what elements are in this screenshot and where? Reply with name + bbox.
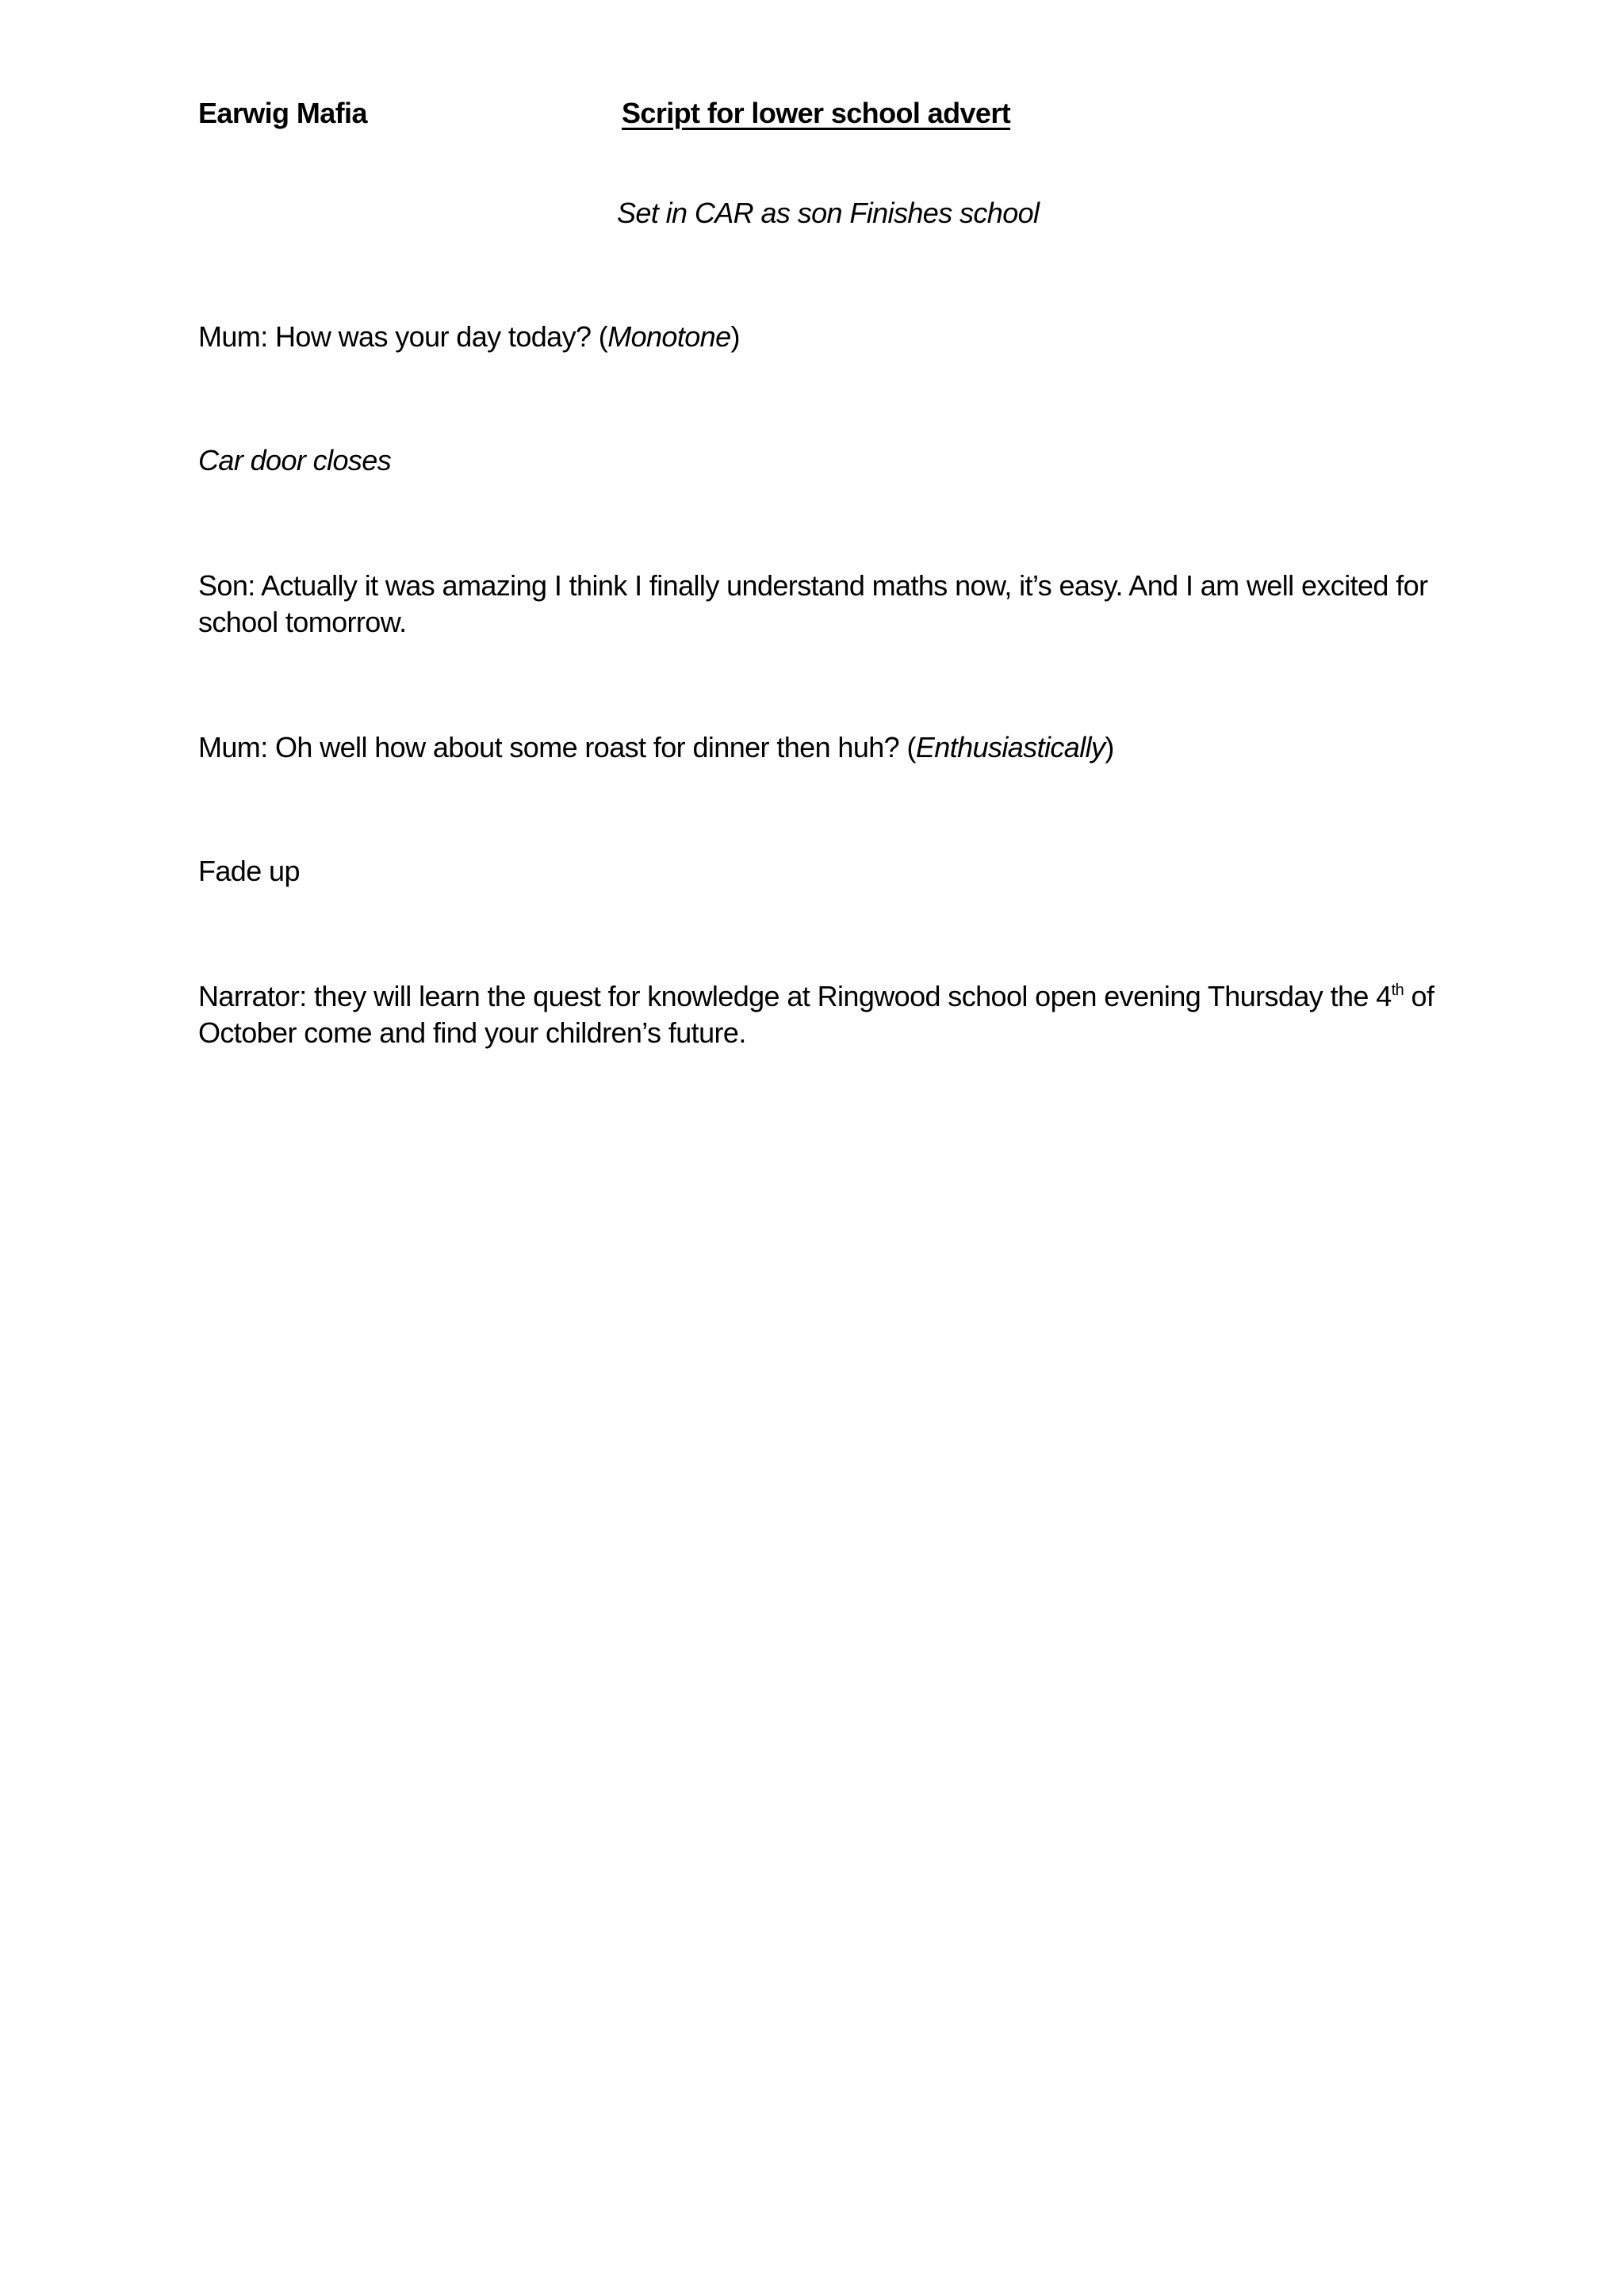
mum-line-1-direction: Monotone — [607, 320, 731, 353]
narrator-superscript: th — [1391, 982, 1404, 999]
mum-line-2-text: Mum: Oh well how about some roast for dinner then huh? ( — [198, 731, 916, 763]
document-title: Script for lower school advert — [622, 97, 1011, 129]
sound-cue: Car door closes — [198, 444, 392, 476]
narrator-line — [198, 978, 1443, 1051]
mum-line-2 — [198, 729, 1443, 766]
transition-cue: Fade up — [198, 855, 300, 887]
narrator-text-after: of October come and find your children’s future. — [198, 980, 1434, 1049]
scene-setting: Set in CAR as son Finishes school — [617, 197, 1040, 229]
narrator-text-before: Narrator: they will learn the quest for knowledge at Ringwood school open evening Thursday the 4 — [198, 980, 1392, 1012]
author-name: Earwig Mafia — [198, 97, 367, 129]
mum-line-1-text: Mum: How was your day today? ( — [198, 320, 608, 353]
mum-line-2-direction: Enthusiastically — [915, 731, 1105, 763]
mum-line-1 — [198, 319, 1443, 355]
mum-line-1-close: ) — [730, 320, 740, 353]
son-line: Son: Actually it was amazing I think I finally understand maths now, it’s easy. And I am well excited for school tomorrow. — [198, 569, 1428, 638]
mum-line-2-close: ) — [1105, 731, 1114, 763]
